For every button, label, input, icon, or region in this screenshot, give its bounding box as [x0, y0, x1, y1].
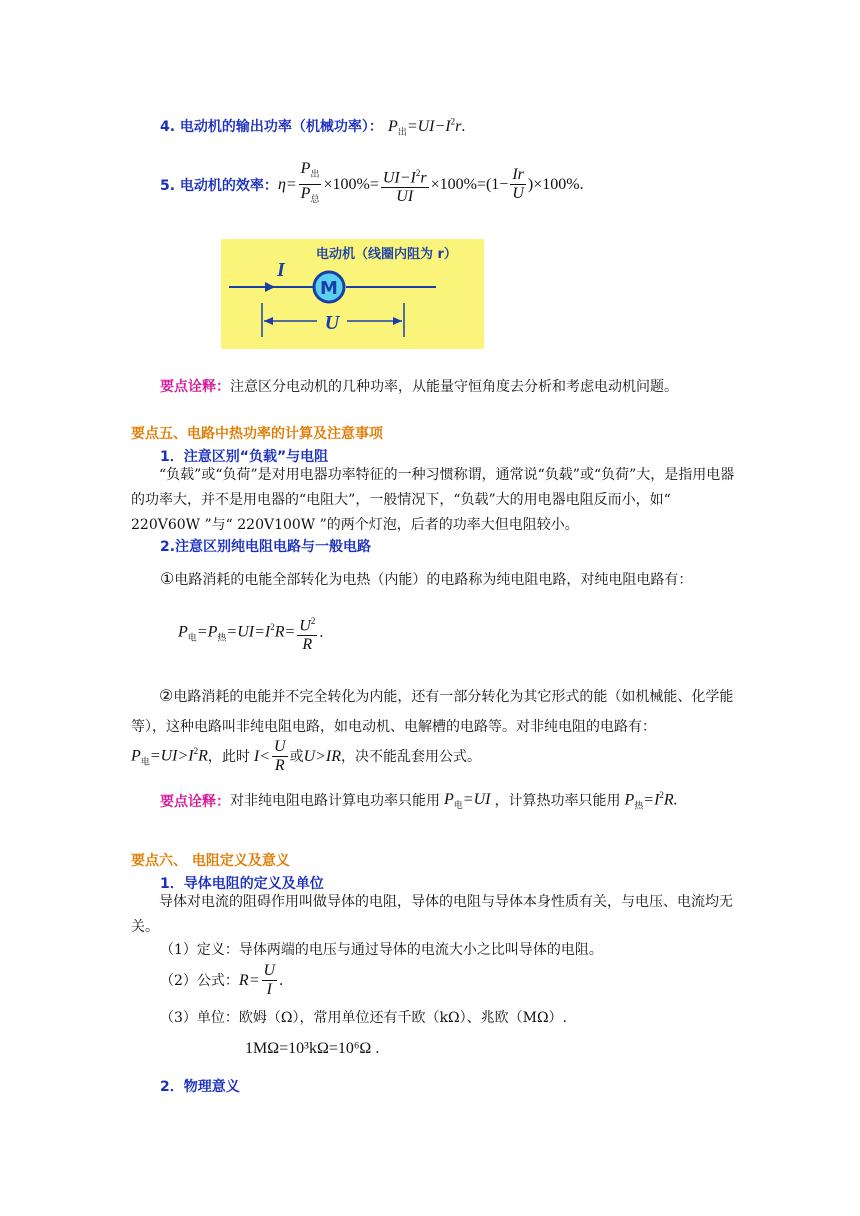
section5-para1: “负载”或“负荷”是对用电器功率特征的一种习惯称谓，通常说“负载”或“负荷”大，是指用电器的功率大，并不是用电器的“电阻大”，一般情况下，“负载”大的用电器电阻反而小，如“ 220V60W ”与“ 220V100W ”的两个灯泡，后者的功率大但电阻较小。 [131, 467, 735, 533]
section6-conversion: 1MΩ=10³kΩ=10⁶Ω . [245, 1040, 380, 1057]
item4-end: . [461, 118, 466, 135]
formula-pure-resistor: $P_电=P_热=UI=I^2R=$ $\frac{U^2}{R}$ . [178, 612, 323, 654]
motor-circuit-svg [221, 239, 484, 349]
item5-line [160, 160, 584, 209]
note1-line [160, 376, 678, 398]
section5-title: 要点五、电路中热功率的计算及注意事项 [131, 426, 383, 442]
note2-text1: 对非纯电阻电路计算电功率只能用 [230, 793, 440, 809]
current-label: I [277, 259, 285, 281]
section5-text2b: ，此时 [207, 748, 250, 765]
section5-text2c: 或 [289, 748, 304, 765]
motor-label: M [320, 278, 338, 299]
diagram-title: 电动机（线圈内阻为 r） [316, 247, 457, 262]
circle-one: ① [160, 569, 175, 588]
note2-line: 要点诠释： 对非纯电阻电路计算电功率只能用 $P_电=UI$ ，计算热功率只能用 $P_热=I^2R$. [160, 790, 678, 812]
section5-item1 [160, 568, 692, 591]
circle-two: ② [159, 686, 174, 705]
voltage-arrow-right-icon [393, 317, 402, 325]
section5-item2 [131, 681, 741, 742]
item4-formula: $P_出=UI-I^2r$ [388, 116, 462, 139]
section6-sub2: 2．物理意义 [160, 1079, 240, 1095]
section6-sub1: 1．导体电阻的定义及单位 [160, 876, 324, 892]
section6-title: 要点六、 电阻定义及意义 [131, 853, 290, 869]
section6-formula-line: （2）公式： R= $\frac{U}{I}$ . [160, 962, 284, 998]
motor-diagram [221, 239, 484, 349]
section5-sub2: 2.注意区别纯电阻电路与一般电路 [160, 539, 372, 555]
note1-text: 注意区分电动机的几种功率，从能量守恒角度去分析和考虑电动机问题。 [230, 379, 678, 395]
item5-label: 5. 电动机的效率： [160, 177, 278, 194]
note2-text2: ，计算热功率只能用 [494, 793, 621, 809]
item4-label: 4. 电动机的输出功率（机械功率）： [160, 119, 383, 135]
item5-end: . [579, 175, 584, 193]
item5-formula: η= $\frac{P_出}{P_总}$ ×100%= $\frac{UI-I^2r}{UI}$ ×100%=(1− $\frac{Ir}{U}$ )×100% [277, 160, 580, 206]
section5-text2d: ，决不能乱套用公式。 [341, 748, 482, 765]
section5-text2: 电路消耗的电能并不完全转化为内能，还有一部分转化为其它形式的能（如机械能、化学能等），这种电路叫非纯电阻电路，如电动机、电解槽的电路等。对非纯电阻的电路有： [131, 689, 734, 735]
section5-sub1: 1．注意区别“负载”与电阻 [160, 449, 329, 465]
section5-text1: 电路消耗的电能全部转化为电热（内能）的电路称为纯电阻电路，对纯电阻电路有： [174, 572, 693, 588]
current-arrow-icon [265, 282, 275, 292]
note1-label: 要点诠释： [160, 379, 230, 395]
section6-def: （1）定义：导体两端的电压与通过导体的电流大小之比叫导体的电阻。 [160, 942, 603, 958]
voltage-label: U [324, 312, 340, 334]
section6-formula-label: （2）公式： [160, 972, 239, 989]
section6-para1: 导体对电流的阻碍作用叫做导体的电阻，导体的电阻与导体本身性质有关，与电压、电流均无关。 [131, 894, 733, 935]
section6-unit: （3）单位：欧姆（Ω），常用单位还有千欧（kΩ）、兆欧（MΩ）. [160, 1010, 567, 1026]
section5-formula2-line: $P_电=UI>I^2R$ ，此时 I< $\frac{U}{R}$ 或 U>IR ，决不能乱套用公式。 [131, 738, 482, 774]
note2-label: 要点诠释： [160, 794, 230, 810]
item4-line [160, 116, 465, 138]
voltage-arrow-left-icon [264, 317, 273, 325]
